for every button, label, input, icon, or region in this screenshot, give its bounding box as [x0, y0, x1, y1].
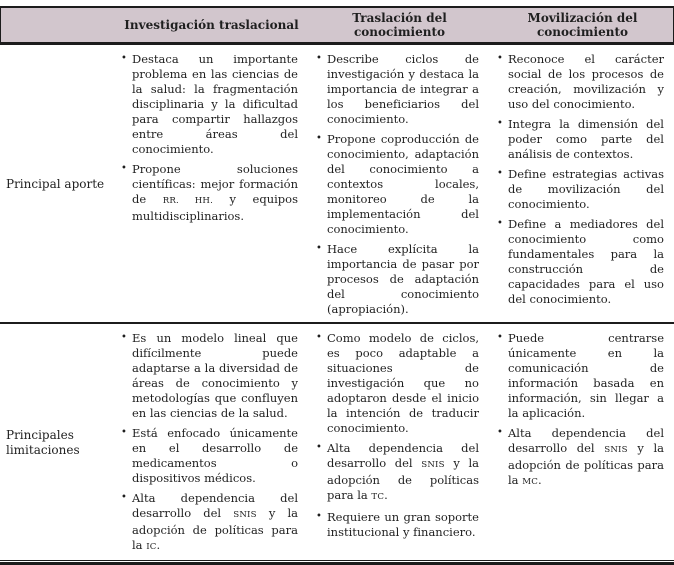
bullet-text: Alta dependencia del desarrollo del SNIS y la adopción de políticas para la IC.: [132, 491, 299, 552]
header-investigacion-traslacional: Investigación traslacional: [124, 18, 299, 32]
header-movilizacion-del-conocimiento: Movilización del conocimiento: [527, 11, 638, 39]
bullet-item: [314, 510, 479, 540]
header-traslacion-del-conocimiento: Traslación del conocimiento: [352, 11, 447, 39]
bullet-marker: •: [497, 118, 503, 129]
bullet-text: Hace explícita la importancia de pasar por procesos de adaptación del conocimiento (apropiación).: [327, 242, 479, 316]
bullet-text: Alta dependencia del desarrollo del SNIS y la adopción de políticas para la MC.: [508, 426, 665, 487]
table-bottom-rule: [0, 560, 674, 565]
bullet-item: [119, 426, 298, 486]
bullet-list: [314, 52, 479, 317]
bullet-text: Integra la dimensión del poder como parte del análisis de contextos.: [508, 117, 664, 161]
bullet-marker: •: [121, 427, 127, 438]
table-row-principales-limitaciones: [0, 322, 674, 560]
bullet-marker: •: [316, 511, 322, 522]
bullet-item: [119, 52, 298, 157]
bullet-marker: •: [121, 332, 127, 343]
table-cell: [489, 331, 674, 555]
bullet-item: [495, 426, 664, 490]
bullet-item: [119, 491, 298, 555]
bullet-item: [495, 331, 664, 421]
bullet-list: [495, 331, 664, 490]
bullet-item: [314, 441, 479, 505]
bullet-item: [314, 331, 479, 436]
bullet-text: Propone coproducción de conocimiento, adaptación del conocimiento a contextos locales, monitoreo de la implementación del conocimiento.: [327, 132, 479, 236]
bullet-text: Como modelo de ciclos, es poco adaptable a situaciones de investigación que no adoptaron desde el inicio la intención de traducir conocimiento.: [327, 331, 479, 435]
bullet-marker: •: [121, 53, 127, 64]
bullet-marker: •: [497, 53, 503, 64]
bullet-item: [314, 242, 479, 317]
bullet-text: Reconoce el carácter social de los procesos de creación, movilización y uso del conocimiento.: [508, 52, 664, 111]
bullet-marker: •: [497, 427, 503, 438]
bullet-marker: •: [497, 168, 503, 179]
bullet-list: [495, 52, 664, 307]
row-label: Principales limitaciones: [6, 428, 80, 457]
bullet-item: [495, 117, 664, 162]
bullet-marker: •: [121, 492, 127, 503]
bullet-marker: •: [316, 133, 322, 144]
bullet-text: Está enfocado únicamente en el desarrollo de medicamentos o dispositivos médicos.: [132, 426, 298, 485]
bullet-item: [119, 162, 298, 224]
bullet-text: Define a mediadores del conocimiento como fundamentales para la construcción de capacidades para el uso del conocimiento.: [508, 217, 664, 306]
table-cell: [308, 52, 489, 317]
bullet-text: Alta dependencia del desarrollo del SNIS y la adopción de políticas para la TC.: [327, 441, 480, 502]
bullet-text: Define estrategias activas de movilización del conocimiento.: [508, 167, 664, 211]
bullet-item: [495, 167, 664, 212]
bullet-marker: •: [316, 332, 322, 343]
bullet-marker: •: [121, 163, 127, 174]
bullet-list: [314, 331, 479, 540]
bullet-item: [314, 132, 479, 237]
bullet-text: Requiere un gran soporte institucional y financiero.: [327, 510, 479, 539]
table-row-principal-aporte: [0, 45, 674, 322]
bullet-item: [495, 52, 664, 112]
bullet-text: Es un modelo lineal que difícilmente puede adaptarse a la diversidad de áreas de conocimiento y metodologías que confluyen en las ciencias de la salud.: [132, 331, 298, 420]
bullet-text: Propone soluciones científicas: mejor formación de RR. HH. y equipos multidisciplinarios.: [132, 162, 298, 223]
header-corner-cell: [1, 8, 114, 42]
table-cell: [489, 52, 674, 317]
bullet-text: Describe ciclos de investigación y destaca la importancia de integrar a los beneficiarios del conocimiento.: [327, 52, 479, 126]
bullet-item: [314, 52, 479, 127]
table-cell: [113, 52, 308, 317]
table-cell: [308, 331, 489, 555]
bullet-list: [119, 52, 298, 224]
bullet-item: [495, 217, 664, 307]
bullet-text: Puede centrarse únicamente en la comunicación de información basada en información, sin llegar a la aplicación.: [508, 331, 664, 420]
bullet-marker: •: [497, 218, 503, 229]
bullet-marker: •: [316, 243, 322, 254]
bullet-text: Destaca un importante problema en las ciencias de la salud: la fragmentación disciplinaria y la dificultad para compartir hallazgos entre áreas del conocimiento.: [132, 52, 298, 156]
bullet-list: [119, 331, 298, 555]
bullet-item: [119, 331, 298, 421]
bullet-marker: •: [316, 442, 322, 453]
comparison-table: [0, 6, 674, 565]
table-cell: [113, 331, 308, 555]
bullet-marker: •: [316, 53, 322, 64]
bullet-marker: •: [497, 332, 503, 343]
table-header-row: [0, 6, 674, 45]
row-label: Principal aporte: [6, 177, 105, 191]
